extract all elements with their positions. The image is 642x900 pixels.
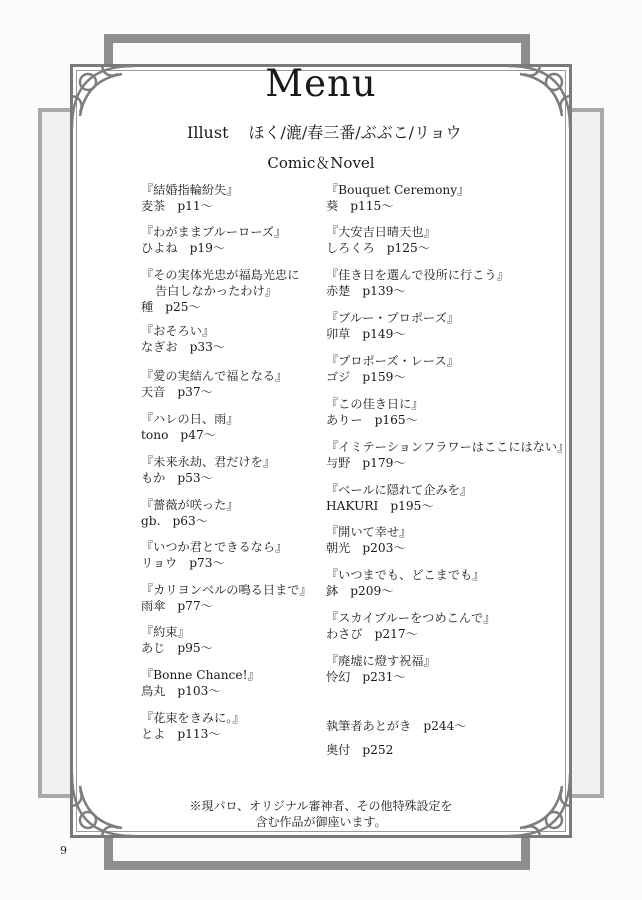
entry-page: p103〜	[177, 684, 221, 698]
contents-entry	[326, 482, 472, 514]
entry-author: もか	[141, 471, 166, 485]
entry-page: p19〜	[189, 241, 226, 255]
contents-entry	[326, 524, 411, 556]
contents-entry	[326, 610, 495, 642]
entry-page: p53〜	[177, 471, 213, 485]
contents-entry	[141, 368, 287, 400]
illust-label: Illust	[187, 123, 229, 142]
contents-entry	[141, 323, 225, 355]
entry-title: 『いつか君とできるなら』	[141, 540, 288, 554]
entry-author: 怜幻	[326, 670, 351, 684]
entry-author: 朝光	[326, 541, 351, 555]
entry-page: p217〜	[374, 627, 418, 641]
entry-author: わさび	[326, 627, 363, 641]
section-heading: Comic＆Novel	[267, 154, 375, 172]
entry-author: tono	[141, 428, 169, 442]
entry-title: 『廃墟に燈す祝福』	[326, 654, 436, 668]
colophon-label: 奥付	[326, 743, 351, 757]
entry-page: p11〜	[177, 199, 213, 213]
contents-entry	[141, 267, 299, 315]
entry-author: ひよね	[141, 241, 178, 255]
afterword-entry	[326, 718, 467, 734]
entry-author: とよ	[141, 727, 166, 741]
entry-title: 『結婚指輪紛失』	[141, 183, 239, 197]
entry-title: 『大安吉日晴天也』	[326, 225, 436, 239]
entry-page: p33〜	[189, 340, 226, 354]
contents-entry	[326, 653, 436, 685]
frame-side-right	[570, 108, 604, 798]
entry-title: 『花束をきみに。』	[141, 711, 245, 725]
page-title: Menu	[265, 62, 377, 105]
contents-entry	[141, 182, 239, 214]
entry-author: ありー	[326, 413, 363, 427]
entry-title: 『未来永劫、君だけを』	[141, 455, 276, 469]
entry-title: 『薔薇が咲った』	[141, 498, 239, 512]
entry-title: 『スカイブルーをつめこんで』	[326, 611, 496, 625]
contents-entry	[141, 539, 287, 571]
entry-title: 『ベールに隠れて企みを』	[326, 483, 473, 497]
entry-author: 鉢	[326, 584, 339, 598]
illustrators-line	[187, 120, 462, 143]
contents-entry	[141, 411, 239, 443]
frame-side-left	[38, 108, 72, 798]
entry-author: ゴジ	[326, 370, 351, 384]
entry-page: p115〜	[350, 199, 394, 213]
entry-author: 種	[141, 300, 154, 314]
entry-title: 『約束』	[141, 625, 190, 639]
contents-entry	[326, 182, 469, 214]
entry-page: p231〜	[362, 670, 406, 684]
contents-entry	[326, 567, 484, 599]
entry-title: 『Bonne Chance!』	[141, 668, 260, 682]
entry-title: 『イミテーションフラワーはここにはない』	[326, 440, 570, 454]
colophon-entry	[326, 742, 393, 758]
entry-title: 『わがままブルーローズ』	[141, 225, 287, 239]
entry-title: 『カリヨンベルの鳴る日まで』	[141, 583, 312, 597]
page-number: 9	[60, 844, 67, 857]
entry-title: 『プロポーズ・レース』	[326, 354, 459, 368]
entry-author: しろくろ	[326, 241, 375, 255]
entry-page: p73〜	[189, 556, 225, 570]
contents-entry	[141, 454, 275, 486]
entry-title-continued: 告白しなかったわけ』	[155, 284, 277, 298]
entry-author: 天音	[141, 385, 166, 399]
contents-entry	[141, 624, 213, 656]
entry-page: p203〜	[362, 541, 406, 555]
entry-title: 『いつまでも、どこまでも』	[326, 568, 485, 582]
entry-author: 与野	[326, 456, 351, 470]
entry-title: 『開いて幸せ』	[326, 525, 412, 539]
illustrator-names: ほく/漉/春三番/ぶぶこ/リョウ	[248, 123, 462, 142]
entry-title: 『その実体光忠が福島光忠に	[141, 268, 300, 282]
entry-page: p149〜	[362, 327, 406, 341]
entry-title: 『佳き日を選んで役所に行こう』	[326, 268, 509, 282]
entry-author: HAKURI	[326, 499, 379, 513]
entry-author: 赤楚	[326, 284, 351, 298]
note-line-2: 含む作品が御座います。	[255, 815, 387, 829]
entry-page: p179〜	[362, 456, 406, 470]
entry-page: p95〜	[177, 641, 213, 655]
contents-entry	[326, 396, 424, 428]
contents-entry	[326, 310, 459, 342]
afterword-page: p244〜	[423, 719, 467, 733]
entry-title: 『この佳き日に』	[326, 397, 424, 411]
contents-entry	[326, 224, 436, 256]
entry-title: 『おそろい』	[141, 324, 215, 338]
entry-page: p209〜	[350, 584, 394, 598]
contents-entry	[141, 667, 260, 699]
entry-title: 『ブルー・プロポーズ』	[326, 311, 459, 325]
contents-entry	[326, 439, 569, 471]
entry-page: p195〜	[390, 499, 434, 513]
entry-page: p63〜	[172, 514, 208, 528]
entry-title: 『愛の実結んで福となる』	[141, 369, 288, 383]
entry-title: 『Bouquet Ceremony』	[326, 183, 470, 197]
note-line-1: ※現パロ、オリジナル審神者、その他特殊設定を	[189, 799, 453, 813]
entry-page: p159〜	[362, 370, 406, 384]
content-note	[0, 798, 642, 830]
entry-page: p125〜	[386, 241, 431, 255]
entry-author: 葵	[326, 199, 339, 213]
contents-entry	[326, 267, 509, 299]
contents-entry	[141, 710, 245, 742]
entry-page: p139〜	[362, 284, 406, 298]
contents-entry	[141, 224, 286, 256]
entry-page: p77〜	[177, 599, 213, 613]
entry-page: p37〜	[177, 385, 213, 399]
entry-author: 麦茶	[141, 199, 166, 213]
entry-author: gb.	[141, 514, 161, 528]
entry-author: リョウ	[141, 556, 178, 570]
entry-author: 鳥丸	[141, 684, 166, 698]
afterword-label: 執筆者あとがき	[326, 719, 412, 733]
entry-author: 卯草	[326, 327, 351, 341]
entry-page: p47〜	[180, 428, 216, 442]
entry-page: p165〜	[374, 413, 418, 427]
entry-page: p25〜	[165, 300, 201, 314]
entry-author: あじ	[141, 641, 166, 655]
contents-entry	[141, 582, 312, 614]
entry-page: p113〜	[177, 727, 221, 741]
contents-entry	[326, 353, 459, 385]
colophon-page: p252	[362, 743, 394, 757]
entry-author: なぎお	[141, 340, 178, 354]
entry-title: 『ハレの日、雨』	[141, 412, 239, 426]
contents-entry	[141, 497, 239, 529]
entry-author: 雨傘	[141, 599, 166, 613]
